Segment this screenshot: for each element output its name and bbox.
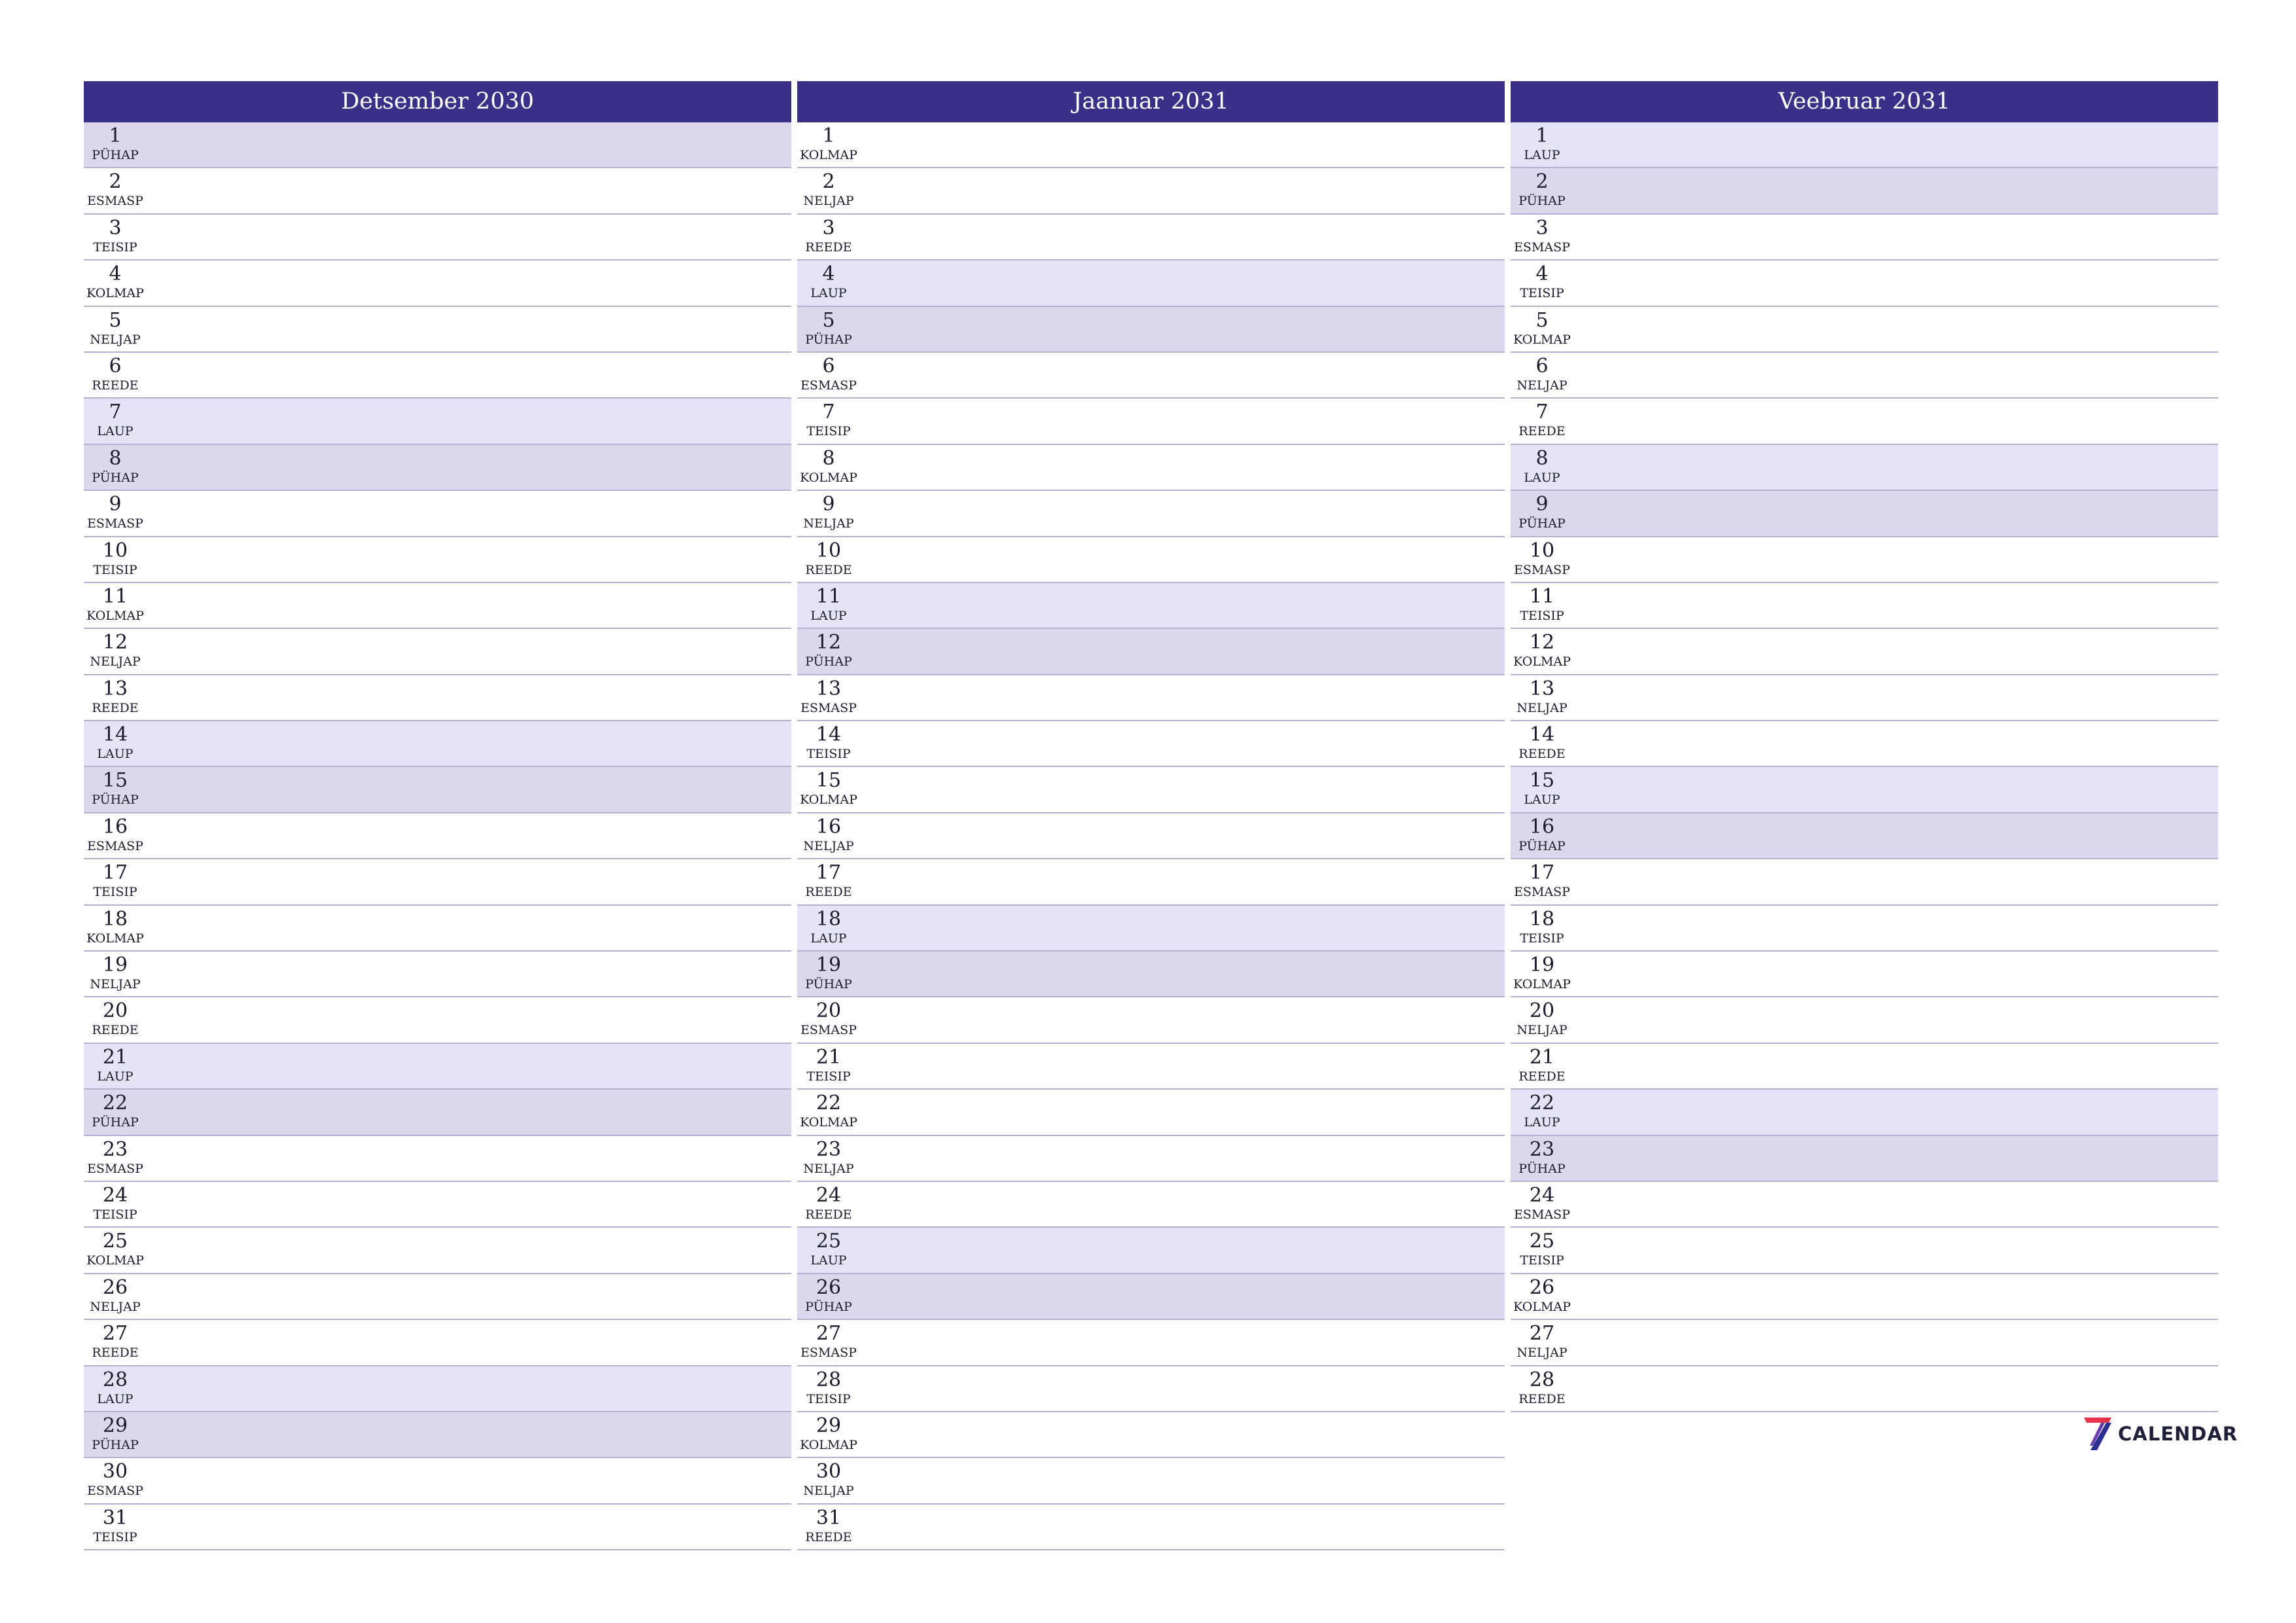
- weekday-label: TEISIP: [1520, 931, 1564, 946]
- weekday-label: LAUP: [97, 747, 134, 762]
- day-number: 5: [1535, 308, 1549, 332]
- weekday-label: ESMASP: [800, 1346, 857, 1361]
- weekday-label: REEDE: [805, 1207, 852, 1222]
- day-row: [797, 675, 1505, 721]
- weekday-label: PÜHAP: [1518, 194, 1566, 209]
- weekday-label: ESMASP: [87, 194, 143, 209]
- weekday-label: LAUP: [1524, 470, 1560, 485]
- day-number: 24: [1529, 1183, 1555, 1207]
- day-row: [84, 307, 791, 353]
- day-number: 26: [102, 1275, 128, 1299]
- weekday-label: KOLMAP: [86, 1253, 144, 1268]
- day-number: 12: [1529, 631, 1555, 654]
- weekday-label: LAUP: [810, 608, 847, 623]
- day-number: 7: [109, 401, 122, 424]
- day-row: [84, 168, 791, 214]
- month-column-january: [797, 81, 1505, 1550]
- day-number: 22: [816, 1092, 842, 1115]
- day-row: [84, 1320, 791, 1366]
- month-title: Jaanuar 2031: [797, 81, 1505, 122]
- day-number: 31: [816, 1506, 842, 1529]
- day-number: 21: [102, 1045, 128, 1069]
- weekday-label: TEISIP: [806, 424, 851, 439]
- day-row: [84, 1044, 791, 1090]
- day-row: [84, 583, 791, 629]
- weekday-label: ESMASP: [87, 516, 143, 531]
- day-row: [797, 491, 1505, 537]
- day-row: [797, 1274, 1505, 1320]
- day-number: 2: [109, 170, 122, 194]
- day-row: [797, 1505, 1505, 1550]
- day-number: 7: [1535, 401, 1549, 424]
- day-row: [1511, 1228, 2218, 1274]
- weekday-label: PÜHAP: [805, 977, 852, 992]
- weekday-label: REEDE: [805, 562, 852, 577]
- day-number: 28: [816, 1368, 842, 1391]
- weekday-label: TEISIP: [806, 1069, 851, 1084]
- day-number: 29: [102, 1414, 128, 1437]
- day-row: [797, 1412, 1505, 1458]
- weekday-label: KOLMAP: [86, 608, 144, 623]
- day-number: 17: [816, 861, 842, 885]
- day-row: [1511, 537, 2218, 583]
- day-number: 5: [109, 308, 122, 332]
- weekday-label: TEISIP: [1520, 608, 1564, 623]
- weekday-label: REEDE: [805, 1529, 852, 1544]
- weekday-label: ESMASP: [1514, 562, 1570, 577]
- weekday-label: TEISIP: [1520, 1253, 1564, 1268]
- weekday-label: KOLMAP: [1513, 332, 1571, 347]
- weekday-label: NELJAP: [803, 1484, 854, 1499]
- day-row: [1511, 491, 2218, 537]
- day-number: 1: [109, 124, 122, 147]
- weekday-label: REEDE: [92, 700, 139, 715]
- day-number: 9: [109, 493, 122, 516]
- day-number: 12: [816, 631, 842, 654]
- day-row: [797, 1090, 1505, 1135]
- day-number: 20: [1529, 999, 1555, 1023]
- day-row: [1511, 952, 2218, 997]
- day-number: 28: [1529, 1368, 1555, 1391]
- day-number: 26: [816, 1275, 842, 1299]
- day-number: 21: [1529, 1045, 1555, 1069]
- month-title: Veebruar 2031: [1511, 81, 2218, 122]
- weekday-label: KOLMAP: [800, 1115, 857, 1130]
- day-row: [1511, 583, 2218, 629]
- day-row: [797, 353, 1505, 399]
- weekday-label: REEDE: [805, 885, 852, 900]
- weekday-label: NELJAP: [1516, 1346, 1568, 1361]
- day-row: [84, 491, 791, 537]
- day-row: [797, 906, 1505, 952]
- weekday-label: REEDE: [1518, 1069, 1566, 1084]
- day-number: 19: [1529, 954, 1555, 977]
- day-number: 9: [822, 493, 835, 516]
- weekday-label: LAUP: [97, 1391, 134, 1406]
- day-row: [1511, 997, 2218, 1043]
- day-number: 31: [102, 1506, 128, 1529]
- weekday-label: ESMASP: [1514, 1207, 1570, 1222]
- day-row: [84, 1274, 791, 1320]
- weekday-label: ESMASP: [1514, 885, 1570, 900]
- weekday-label: ESMASP: [800, 1023, 857, 1038]
- day-number: 18: [1529, 907, 1555, 931]
- day-number: 6: [822, 354, 835, 378]
- weekday-label: LAUP: [810, 286, 847, 301]
- day-row: [1511, 767, 2218, 813]
- day-row: [1511, 859, 2218, 905]
- day-row: [1511, 721, 2218, 767]
- day-row: [1511, 1274, 2218, 1320]
- day-number: 1: [1535, 124, 1549, 147]
- day-row: [797, 952, 1505, 997]
- day-row: [84, 813, 791, 859]
- weekday-label: KOLMAP: [86, 286, 144, 301]
- month-title: Detsember 2030: [84, 81, 791, 122]
- weekday-label: PÜHAP: [805, 654, 852, 669]
- day-row: [797, 445, 1505, 491]
- day-row: [1511, 1182, 2218, 1228]
- day-row: [797, 1458, 1505, 1504]
- weekday-label: ESMASP: [87, 1161, 143, 1176]
- weekday-label: LAUP: [97, 1069, 134, 1084]
- day-number: 3: [1535, 216, 1549, 240]
- day-row: [1511, 1090, 2218, 1135]
- day-row: [797, 307, 1505, 353]
- day-row: [1511, 168, 2218, 214]
- day-list: [1511, 122, 2218, 1412]
- day-row: [84, 399, 791, 444]
- weekday-label: REEDE: [92, 378, 139, 393]
- weekday-label: NELJAP: [1516, 378, 1568, 393]
- weekday-label: REEDE: [1518, 424, 1566, 439]
- day-number: 19: [816, 954, 842, 977]
- day-number: 16: [1529, 815, 1555, 838]
- day-number: 19: [102, 954, 128, 977]
- day-number: 28: [102, 1368, 128, 1391]
- day-number: 17: [102, 861, 128, 885]
- day-row: [84, 215, 791, 260]
- day-row: [797, 1136, 1505, 1182]
- day-number: 20: [102, 999, 128, 1023]
- weekday-label: REEDE: [1518, 1391, 1566, 1406]
- weekday-label: TEISIP: [93, 885, 137, 900]
- day-row: [1511, 906, 2218, 952]
- weekday-label: NELJAP: [803, 194, 854, 209]
- day-row: [797, 168, 1505, 214]
- day-number: 1: [822, 124, 835, 147]
- weekday-label: TEISIP: [806, 1391, 851, 1406]
- day-number: 27: [1529, 1322, 1555, 1346]
- day-number: 15: [816, 769, 842, 793]
- day-row: [84, 952, 791, 997]
- day-number: 14: [1529, 723, 1555, 747]
- month-column-february: [1511, 81, 2218, 1412]
- day-row: [84, 767, 791, 813]
- weekday-label: TEISIP: [806, 747, 851, 762]
- day-list: [797, 122, 1505, 1550]
- day-row: [797, 1228, 1505, 1274]
- weekday-label: KOLMAP: [1513, 977, 1571, 992]
- day-row: [1511, 1320, 2218, 1366]
- day-number: 9: [1535, 493, 1549, 516]
- weekday-label: PÜHAP: [1518, 838, 1566, 853]
- day-row: [1511, 215, 2218, 260]
- day-row: [84, 537, 791, 583]
- logo-text: CALENDAR: [2118, 1423, 2238, 1445]
- day-row: [84, 445, 791, 491]
- day-number: 8: [1535, 446, 1549, 470]
- weekday-label: ESMASP: [800, 378, 857, 393]
- day-number: 26: [1529, 1275, 1555, 1299]
- day-number: 15: [1529, 769, 1555, 793]
- day-number: 18: [816, 907, 842, 931]
- day-row: [84, 1505, 791, 1550]
- day-row: [797, 399, 1505, 444]
- weekday-label: PÜHAP: [805, 1299, 852, 1314]
- day-number: 7: [822, 401, 835, 424]
- day-row: [84, 1412, 791, 1458]
- day-row: [84, 353, 791, 399]
- day-row: [1511, 675, 2218, 721]
- day-number: 11: [102, 584, 128, 608]
- day-number: 27: [102, 1322, 128, 1346]
- weekday-label: TEISIP: [93, 240, 137, 255]
- day-row: [84, 906, 791, 952]
- day-row: [1511, 813, 2218, 859]
- day-number: 27: [816, 1322, 842, 1346]
- weekday-label: NELJAP: [90, 977, 141, 992]
- weekday-label: TEISIP: [1520, 286, 1564, 301]
- weekday-label: REEDE: [805, 240, 852, 255]
- day-number: 3: [109, 216, 122, 240]
- day-number: 6: [109, 354, 122, 378]
- weekday-label: KOLMAP: [1513, 1299, 1571, 1314]
- day-row: [1511, 629, 2218, 675]
- day-number: 13: [816, 677, 842, 700]
- day-row: [797, 583, 1505, 629]
- weekday-label: PÜHAP: [92, 148, 139, 162]
- seven-calendar-logo-icon: [2083, 1416, 2113, 1452]
- day-row: [797, 1320, 1505, 1366]
- day-number: 5: [822, 308, 835, 332]
- weekday-label: KOLMAP: [800, 793, 857, 808]
- day-row: [1511, 1366, 2218, 1412]
- weekday-label: REEDE: [92, 1346, 139, 1361]
- day-row: [797, 215, 1505, 260]
- day-number: 24: [816, 1183, 842, 1207]
- day-number: 16: [816, 815, 842, 838]
- day-row: [1511, 122, 2218, 168]
- weekday-label: REEDE: [92, 1023, 139, 1038]
- day-number: 21: [816, 1045, 842, 1069]
- month-column-december: [84, 81, 791, 1550]
- weekday-label: TEISIP: [93, 1529, 137, 1544]
- day-number: 23: [102, 1137, 128, 1161]
- day-number: 4: [109, 262, 122, 286]
- day-row: [84, 1458, 791, 1504]
- day-row: [1511, 399, 2218, 444]
- day-row: [84, 997, 791, 1043]
- day-number: 3: [822, 216, 835, 240]
- day-row: [797, 1182, 1505, 1228]
- day-number: 25: [1529, 1230, 1555, 1253]
- day-row: [84, 260, 791, 306]
- weekday-label: LAUP: [97, 424, 134, 439]
- weekday-label: TEISIP: [93, 1207, 137, 1222]
- weekday-label: ESMASP: [87, 1484, 143, 1499]
- weekday-label: NELJAP: [90, 1299, 141, 1314]
- weekday-label: KOLMAP: [86, 931, 144, 946]
- day-row: [797, 767, 1505, 813]
- weekday-label: NELJAP: [1516, 700, 1568, 715]
- day-number: 14: [102, 723, 128, 747]
- weekday-label: PÜHAP: [1518, 516, 1566, 531]
- day-number: 23: [1529, 1137, 1555, 1161]
- weekday-label: NELJAP: [1516, 1023, 1568, 1038]
- weekday-label: LAUP: [1524, 793, 1560, 808]
- day-number: 2: [822, 170, 835, 194]
- day-row: [797, 813, 1505, 859]
- day-number: 22: [1529, 1092, 1555, 1115]
- weekday-label: ESMASP: [87, 838, 143, 853]
- weekday-label: ESMASP: [1514, 240, 1570, 255]
- day-row: [1511, 445, 2218, 491]
- day-number: 25: [102, 1230, 128, 1253]
- day-row: [797, 859, 1505, 905]
- weekday-label: NELJAP: [90, 332, 141, 347]
- day-row: [84, 629, 791, 675]
- day-row: [84, 1366, 791, 1412]
- day-row: [1511, 353, 2218, 399]
- day-number: 11: [816, 584, 842, 608]
- day-number: 4: [1535, 262, 1549, 286]
- day-number: 10: [1529, 539, 1555, 562]
- day-number: 17: [1529, 861, 1555, 885]
- weekday-label: PÜHAP: [805, 332, 852, 347]
- weekday-label: PÜHAP: [92, 1115, 139, 1130]
- weekday-label: PÜHAP: [92, 1437, 139, 1452]
- weekday-label: LAUP: [1524, 148, 1560, 162]
- day-row: [84, 721, 791, 767]
- day-row: [1511, 1044, 2218, 1090]
- weekday-label: NELJAP: [803, 1161, 854, 1176]
- day-row: [84, 675, 791, 721]
- day-number: 10: [816, 539, 842, 562]
- day-number: 30: [102, 1460, 128, 1484]
- day-row: [84, 122, 791, 168]
- day-number: 4: [822, 262, 835, 286]
- weekday-label: NELJAP: [803, 838, 854, 853]
- weekday-label: ESMASP: [800, 700, 857, 715]
- day-number: 16: [102, 815, 128, 838]
- day-row: [797, 260, 1505, 306]
- day-row: [797, 1366, 1505, 1412]
- day-number: 30: [816, 1460, 842, 1484]
- weekday-label: TEISIP: [93, 562, 137, 577]
- day-row: [797, 537, 1505, 583]
- day-row: [1511, 260, 2218, 306]
- day-row: [84, 1228, 791, 1274]
- day-number: 15: [102, 769, 128, 793]
- day-number: 13: [102, 677, 128, 700]
- weekday-label: PÜHAP: [1518, 1161, 1566, 1176]
- weekday-label: LAUP: [1524, 1115, 1560, 1130]
- day-number: 8: [109, 446, 122, 470]
- day-number: 24: [102, 1183, 128, 1207]
- day-number: 29: [816, 1414, 842, 1437]
- day-row: [84, 1182, 791, 1228]
- day-row: [797, 122, 1505, 168]
- day-row: [797, 1044, 1505, 1090]
- day-number: 12: [102, 631, 128, 654]
- day-number: 8: [822, 446, 835, 470]
- day-row: [1511, 307, 2218, 353]
- day-number: 18: [102, 907, 128, 931]
- day-number: 6: [1535, 354, 1549, 378]
- weekday-label: LAUP: [810, 931, 847, 946]
- day-number: 14: [816, 723, 842, 747]
- day-row: [84, 1136, 791, 1182]
- day-row: [1511, 1136, 2218, 1182]
- day-number: 22: [102, 1092, 128, 1115]
- day-row: [797, 997, 1505, 1043]
- day-row: [797, 629, 1505, 675]
- brand-logo: [2083, 1416, 2238, 1452]
- weekday-label: KOLMAP: [800, 470, 857, 485]
- day-number: 10: [102, 539, 128, 562]
- weekday-label: NELJAP: [803, 516, 854, 531]
- weekday-label: KOLMAP: [800, 1437, 857, 1452]
- day-number: 11: [1529, 584, 1555, 608]
- day-number: 20: [816, 999, 842, 1023]
- weekday-label: PÜHAP: [92, 470, 139, 485]
- weekday-label: KOLMAP: [1513, 654, 1571, 669]
- day-number: 25: [816, 1230, 842, 1253]
- day-number: 13: [1529, 677, 1555, 700]
- day-number: 23: [816, 1137, 842, 1161]
- weekday-label: PÜHAP: [92, 793, 139, 808]
- day-number: 2: [1535, 170, 1549, 194]
- day-row: [797, 721, 1505, 767]
- weekday-label: REEDE: [1518, 747, 1566, 762]
- day-row: [84, 1090, 791, 1135]
- weekday-label: NELJAP: [90, 654, 141, 669]
- weekday-label: LAUP: [810, 1253, 847, 1268]
- day-list: [84, 122, 791, 1550]
- weekday-label: KOLMAP: [800, 148, 857, 162]
- day-row: [84, 859, 791, 905]
